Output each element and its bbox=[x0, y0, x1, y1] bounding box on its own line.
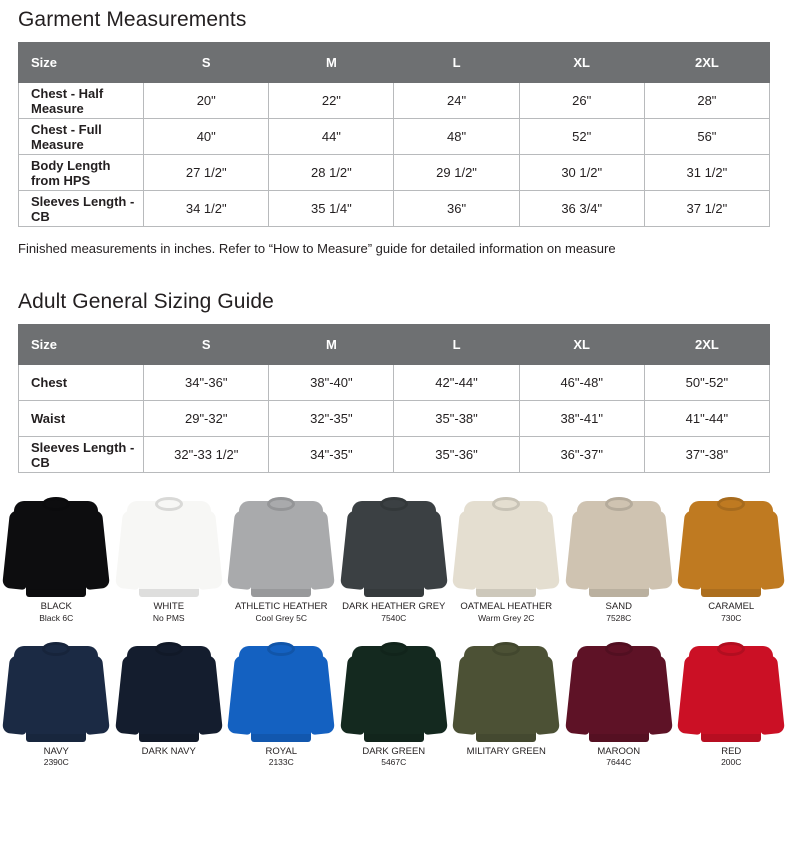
color-code: 2133C bbox=[268, 757, 294, 767]
cell-sleeves-2xl: 37"-38" bbox=[644, 437, 769, 473]
hem bbox=[701, 589, 761, 597]
color-swatch-dark-heather-grey[interactable] bbox=[338, 489, 451, 624]
hem bbox=[251, 734, 311, 742]
hem bbox=[589, 589, 649, 597]
sweatshirt-icon bbox=[567, 489, 671, 597]
cell-waist-l: 35"-38" bbox=[394, 401, 519, 437]
color-name: ROYAL bbox=[265, 745, 297, 757]
body bbox=[476, 646, 536, 738]
row-label-body-length: Body Length from HPS bbox=[19, 155, 144, 191]
sweatshirt-icon bbox=[342, 634, 446, 742]
body bbox=[26, 646, 86, 738]
hem bbox=[589, 734, 649, 742]
color-name: BLACK bbox=[40, 601, 72, 612]
table-row bbox=[19, 119, 770, 155]
collar bbox=[155, 497, 183, 511]
color-swatch-red[interactable] bbox=[675, 634, 788, 769]
sweatshirt-icon bbox=[4, 489, 108, 597]
hem bbox=[139, 734, 199, 742]
color-swatch-maroon[interactable] bbox=[563, 634, 676, 769]
cell-sleeves-length-2xl: 37 1/2" bbox=[644, 191, 769, 227]
column-header-s: S bbox=[144, 325, 269, 365]
color-code: No PMS bbox=[152, 612, 185, 623]
color-name: SAND bbox=[605, 601, 632, 612]
sweatshirt-icon bbox=[342, 489, 446, 597]
table-row bbox=[19, 155, 770, 191]
cell-chest-xl: 46"-48" bbox=[519, 365, 644, 401]
color-swatch-military-green[interactable] bbox=[450, 634, 563, 769]
spacer bbox=[0, 473, 788, 489]
table-row bbox=[19, 83, 770, 119]
cell-chest-half-2xl: 28" bbox=[644, 83, 769, 119]
cell-chest-m: 38"-40" bbox=[269, 365, 394, 401]
color-code: 7644C bbox=[606, 757, 632, 767]
row-label-chest-full: Chest - Full Measure bbox=[19, 119, 144, 155]
hem bbox=[26, 589, 86, 597]
garment-measurements-table bbox=[18, 42, 770, 227]
cell-chest-half-xl: 26" bbox=[519, 83, 644, 119]
column-header-m: M bbox=[269, 325, 394, 365]
hem bbox=[139, 589, 199, 597]
row-label-chest-half: Chest - Half Measure bbox=[19, 83, 144, 119]
body bbox=[26, 501, 86, 593]
cell-chest-full-xl: 52" bbox=[519, 119, 644, 155]
cell-chest-full-l: 48" bbox=[394, 119, 519, 155]
color-code: 7540C bbox=[381, 612, 407, 623]
table-header-row bbox=[19, 43, 770, 83]
color-swatch-athletic-heather[interactable] bbox=[225, 489, 338, 624]
color-name: OATMEAL HEATHER bbox=[460, 601, 553, 612]
spacer bbox=[0, 256, 788, 282]
body bbox=[589, 501, 649, 593]
cell-chest-half-s: 20" bbox=[144, 83, 269, 119]
color-code: 2390C bbox=[43, 757, 69, 767]
color-name: DARK HEATHER GREY bbox=[342, 601, 446, 612]
cell-body-length-m: 28 1/2" bbox=[269, 155, 394, 191]
row-label-sleeves-length: Sleeves Length - CB bbox=[19, 191, 144, 227]
color-swatch-sand[interactable] bbox=[563, 489, 676, 624]
row-label-waist: Waist bbox=[19, 401, 144, 437]
collar bbox=[605, 497, 633, 511]
color-code: 7528C bbox=[606, 612, 632, 623]
color-code: Black 6C bbox=[39, 612, 74, 623]
color-name: MAROON bbox=[597, 745, 641, 757]
row-label-chest: Chest bbox=[19, 365, 144, 401]
body bbox=[364, 501, 424, 593]
color-name: RED bbox=[721, 745, 742, 757]
table-row bbox=[19, 191, 770, 227]
cell-sleeves-length-s: 34 1/2" bbox=[144, 191, 269, 227]
cell-sleeves-length-m: 35 1/4" bbox=[269, 191, 394, 227]
cell-chest-half-m: 22" bbox=[269, 83, 394, 119]
table-row bbox=[19, 437, 770, 473]
collar bbox=[380, 642, 408, 656]
sweatshirt-icon bbox=[117, 634, 221, 742]
collar bbox=[42, 642, 70, 656]
sweatshirt-icon bbox=[454, 634, 558, 742]
collar bbox=[492, 642, 520, 656]
sweatshirt-icon bbox=[229, 489, 333, 597]
cell-waist-2xl: 41"-44" bbox=[644, 401, 769, 437]
color-swatch-caramel[interactable] bbox=[675, 489, 788, 624]
general-sizing-title: Adult General Sizing Guide bbox=[18, 290, 274, 313]
body bbox=[251, 646, 311, 738]
general-sizing-table bbox=[18, 324, 770, 473]
color-name: ATHLETIC HEATHER bbox=[234, 601, 328, 612]
table-row bbox=[19, 365, 770, 401]
garment-measurements-title: Garment Measurements bbox=[18, 8, 247, 31]
color-swatch-dark-green[interactable] bbox=[338, 634, 451, 769]
color-swatch-black[interactable] bbox=[0, 489, 113, 624]
color-code: 730C bbox=[721, 612, 742, 623]
cell-sleeves-length-xl: 36 3/4" bbox=[519, 191, 644, 227]
body bbox=[701, 501, 761, 593]
hem bbox=[364, 589, 424, 597]
column-header-m: M bbox=[269, 43, 394, 83]
cell-sleeves-xl: 36"-37" bbox=[519, 437, 644, 473]
spacer bbox=[0, 624, 788, 634]
color-name: WHITE bbox=[153, 601, 185, 612]
cell-sleeves-s: 32"-33 1/2" bbox=[144, 437, 269, 473]
hem bbox=[476, 589, 536, 597]
cell-chest-l: 42"-44" bbox=[394, 365, 519, 401]
color-name: MILITARY GREEN bbox=[466, 745, 546, 757]
body bbox=[251, 501, 311, 593]
color-code: Cool Grey 5C bbox=[255, 612, 307, 623]
collar bbox=[605, 642, 633, 656]
column-header-xl: XL bbox=[519, 325, 644, 365]
color-name: DARK GREEN bbox=[362, 745, 426, 757]
hem bbox=[251, 589, 311, 597]
cell-sleeves-m: 34"-35" bbox=[269, 437, 394, 473]
cell-body-length-l: 29 1/2" bbox=[394, 155, 519, 191]
body bbox=[139, 501, 199, 593]
color-name: DARK NAVY bbox=[141, 745, 196, 757]
cell-chest-half-l: 24" bbox=[394, 83, 519, 119]
color-code: 200C bbox=[721, 757, 742, 767]
row-label-sleeves-length-cb: Sleeves Length - CB bbox=[19, 437, 144, 473]
color-swatch-oatmeal-heather[interactable] bbox=[450, 489, 563, 624]
cell-chest-full-m: 44" bbox=[269, 119, 394, 155]
table-row bbox=[19, 401, 770, 437]
cell-sleeves-l: 35"-36" bbox=[394, 437, 519, 473]
collar bbox=[267, 642, 295, 656]
sweatshirt-icon bbox=[679, 634, 783, 742]
sweatshirt-icon bbox=[4, 634, 108, 742]
color-swatch-navy[interactable] bbox=[0, 634, 113, 769]
hem bbox=[26, 734, 86, 742]
body bbox=[139, 646, 199, 738]
color-name: CARAMEL bbox=[708, 601, 755, 612]
color-name: NAVY bbox=[43, 745, 69, 757]
collar bbox=[380, 497, 408, 511]
measurement-note: Finished measurements in inches. Refer to “How to Measure” guide for detailed information on measure bbox=[18, 241, 616, 256]
color-code: Warm Grey 2C bbox=[478, 612, 535, 623]
cell-chest-full-2xl: 56" bbox=[644, 119, 769, 155]
collar bbox=[155, 642, 183, 656]
column-header-2xl: 2XL bbox=[644, 43, 769, 83]
sweatshirt-icon bbox=[229, 634, 333, 742]
column-header-2xl: 2XL bbox=[644, 325, 769, 365]
table-header-row bbox=[19, 325, 770, 365]
sweatshirt-icon bbox=[117, 489, 221, 597]
cell-waist-m: 32"-35" bbox=[269, 401, 394, 437]
body bbox=[701, 646, 761, 738]
color-swatch-white[interactable] bbox=[113, 489, 226, 624]
column-header-xl: XL bbox=[519, 43, 644, 83]
column-header-size: Size bbox=[19, 43, 144, 83]
cell-body-length-xl: 30 1/2" bbox=[519, 155, 644, 191]
color-swatch-row-2 bbox=[0, 634, 788, 769]
color-swatch-royal[interactable] bbox=[225, 634, 338, 769]
cell-chest-full-s: 40" bbox=[144, 119, 269, 155]
cell-chest-2xl: 50"-52" bbox=[644, 365, 769, 401]
column-header-l: L bbox=[394, 325, 519, 365]
color-swatch-row-1 bbox=[0, 489, 788, 624]
sweatshirt-icon bbox=[567, 634, 671, 742]
hem bbox=[476, 734, 536, 742]
column-header-s: S bbox=[144, 43, 269, 83]
body bbox=[364, 646, 424, 738]
cell-sleeves-length-l: 36" bbox=[394, 191, 519, 227]
cell-body-length-s: 27 1/2" bbox=[144, 155, 269, 191]
cell-chest-s: 34"-36" bbox=[144, 365, 269, 401]
hem bbox=[701, 734, 761, 742]
cell-body-length-2xl: 31 1/2" bbox=[644, 155, 769, 191]
body bbox=[589, 646, 649, 738]
cell-waist-xl: 38"-41" bbox=[519, 401, 644, 437]
cell-waist-s: 29"-32" bbox=[144, 401, 269, 437]
column-header-size: Size bbox=[19, 325, 144, 365]
body bbox=[476, 501, 536, 593]
column-header-l: L bbox=[394, 43, 519, 83]
collar bbox=[717, 642, 745, 656]
sweatshirt-icon bbox=[679, 489, 783, 597]
sweatshirt-icon bbox=[454, 489, 558, 597]
color-code: 5467C bbox=[381, 757, 407, 767]
color-swatch-dark-navy[interactable] bbox=[113, 634, 226, 769]
hem bbox=[364, 734, 424, 742]
